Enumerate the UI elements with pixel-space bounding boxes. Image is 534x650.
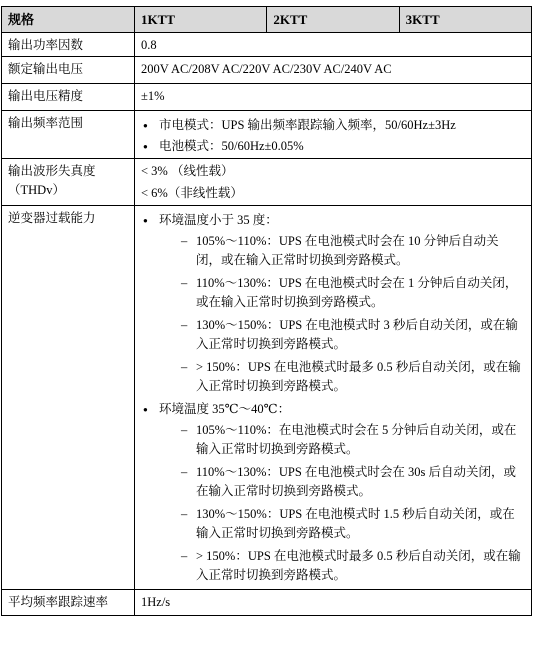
thd-linear: < 3% （线性载） (141, 164, 234, 178)
group-title: 环境温度 35℃～40℃： (159, 402, 291, 416)
list-item: ● 电池模式：50/60Hz±0.05% (141, 137, 531, 156)
label-power-factor: 输出功率因数 (2, 33, 135, 57)
label-voltage-accuracy: 输出电压精度 (2, 84, 135, 111)
list-item: – 105%～110%：UPS 在电池模式时会在 10 分钟后自动关闭，或在输入正常时切换到旁路模式。 (159, 232, 531, 270)
thd-nonlinear: < 6%（非线性载） (141, 186, 243, 200)
label-rated-voltage: 额定输出电压 (2, 57, 135, 84)
list-item: – 105%～110%：在电池模式时会在 5 分钟后自动关闭，或在输入正常时切换到旁路模式。 (159, 421, 531, 459)
overload-group-below-35 (141, 211, 531, 396)
label-tracking-rate: 平均频率跟踪速率 (2, 590, 135, 616)
label-thd-line-2: （THDv） (8, 183, 65, 197)
list-item: – 110%～130%：UPS 在电池模式时会在 30s 后自动关闭，或在输入正常时切换到旁路模式。 (159, 463, 531, 501)
header-spec: 规格 (2, 7, 135, 33)
value-tracking-rate: 1Hz/s (135, 590, 532, 616)
row-thd (2, 159, 532, 206)
label-thd-line-1: 输出波形失真度 (8, 164, 96, 178)
overload-group-35-40 (141, 400, 531, 585)
spec-table (1, 6, 532, 616)
label-freq-range: 输出频率范围 (2, 111, 135, 159)
list-item: – > 150%：UPS 在电池模式时最多 0.5 秒后自动关闭，或在输入正常时切换到旁路模式。 (159, 547, 531, 585)
header-3ktt: 3KTT (399, 7, 531, 33)
list-item: ● 市电模式：UPS 输出频率跟踪输入频率，50/60Hz±3Hz (141, 116, 531, 135)
list-item: – > 150%：UPS 在电池模式时最多 0.5 秒后自动关闭，或在输入正常时切换到旁路模式。 (159, 358, 531, 396)
label-thd (2, 159, 135, 206)
header-2ktt: 2KTT (267, 7, 399, 33)
value-power-factor: 0.8 (135, 33, 532, 57)
label-overload: 逆变器过载能力 (2, 206, 135, 590)
header-1ktt: 1KTT (135, 7, 267, 33)
list-item: – 130%～150%：UPS 在电池模式时 1.5 秒后自动关闭，或在输入正常时切换到旁路模式。 (159, 505, 531, 543)
row-overload (2, 206, 532, 590)
value-thd (135, 159, 532, 206)
row-voltage-accuracy (2, 84, 532, 111)
value-freq-range (135, 111, 532, 159)
group-title: 环境温度小于 35 度： (159, 213, 278, 227)
header-row (2, 7, 532, 33)
freq-range-list (141, 116, 531, 156)
list-item: – 110%～130%：UPS 在电池模式时会在 1 分钟后自动关闭，或在输入正常时切换到旁路模式。 (159, 274, 531, 312)
value-voltage-accuracy: ±1% (135, 84, 532, 111)
value-rated-voltage: 200V AC/208V AC/220V AC/230V AC/240V AC (135, 57, 532, 84)
row-tracking-rate (2, 590, 532, 616)
overload-list-below-35 (159, 232, 531, 396)
overload-groups (141, 211, 531, 585)
row-rated-voltage (2, 57, 532, 84)
list-item: – 130%～150%：UPS 在电池模式时 3 秒后自动关闭，或在输入正常时切换到旁路模式。 (159, 316, 531, 354)
row-freq-range (2, 111, 532, 159)
value-overload (135, 206, 532, 590)
row-power-factor (2, 33, 532, 57)
overload-list-35-40 (159, 421, 531, 585)
